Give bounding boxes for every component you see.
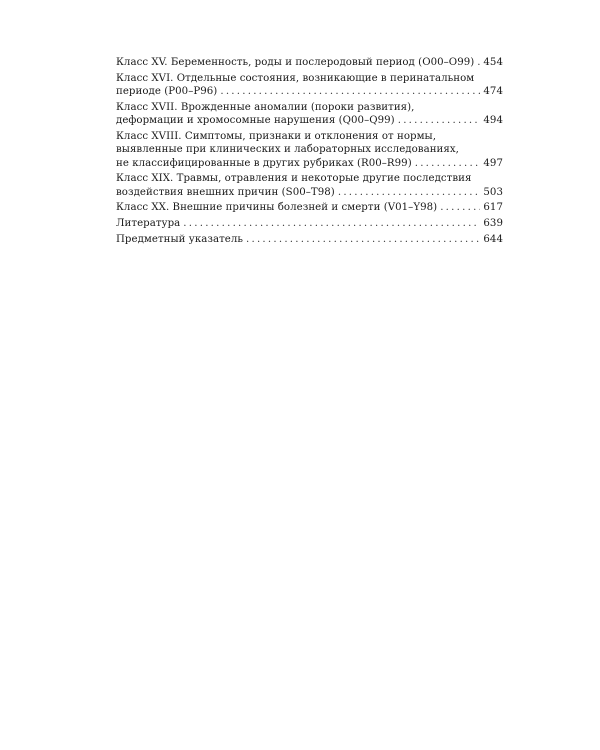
toc-entry-title: воздействия внешних причин (S00–T98)	[116, 186, 335, 198]
toc-entry-page: 639	[483, 218, 503, 230]
toc-entry-page: 644	[483, 234, 503, 246]
toc-entry-title: Класс XVI. Отдельные состояния, возникающие в перинатальном	[116, 72, 475, 84]
toc-entry-title: Класс XVII. Врожденные аномалии (пороки развития),	[116, 101, 415, 113]
dot-leader	[220, 85, 480, 98]
toc-entry-line	[116, 114, 503, 127]
toc-entry-title: деформации и хромосомные нарушения (Q00–Q99)	[116, 115, 395, 127]
toc-entry[interactable]	[116, 217, 503, 230]
dot-leader	[440, 201, 480, 214]
toc-entry-title: Класс XVIII. Симптомы, признаки и отклонения от нормы,	[116, 130, 436, 142]
toc-entry-line	[116, 217, 503, 230]
dot-leader	[183, 217, 480, 230]
toc-entry[interactable]	[116, 56, 503, 69]
toc-entry-title: Литература	[116, 218, 181, 230]
toc-entry-page: 617	[483, 202, 503, 214]
table-of-contents	[116, 56, 503, 249]
dot-leader	[477, 56, 480, 69]
toc-entry-line	[116, 186, 503, 199]
toc-entry[interactable]	[116, 130, 503, 170]
toc-entry-title: Класс XX. Внешние причины болезней и смерти (V01–Y98)	[116, 202, 438, 214]
toc-entry-line	[116, 157, 503, 170]
dot-leader	[246, 233, 480, 246]
toc-entry-page: 454	[483, 57, 503, 68]
toc-entry-title: не классифицированные в других рубриках (R00–R99)	[116, 157, 412, 169]
toc-entry[interactable]	[116, 172, 503, 199]
toc-entry[interactable]	[116, 101, 503, 128]
toc-entry-line	[116, 85, 503, 98]
toc-entry-title: Предметный указатель	[116, 234, 243, 246]
toc-entry-title: Класс XIX. Травмы, отравления и некоторые другие последствия	[116, 173, 472, 185]
toc-entry-line	[116, 233, 503, 246]
toc-entry-line	[116, 56, 503, 69]
toc-entry[interactable]	[116, 233, 503, 246]
toc-entry-title: выявленные при клинических и лабораторных исследованиях,	[116, 144, 459, 156]
toc-entry[interactable]	[116, 201, 503, 214]
toc-entry-line	[116, 201, 503, 214]
toc-entry-title: периоде (P00–P96)	[116, 86, 218, 98]
dot-leader	[398, 114, 481, 127]
toc-entry-page: 474	[483, 86, 503, 98]
toc-entry-title: Класс XV. Беременность, роды и послеродовый период (O00–O99)	[116, 57, 475, 68]
dot-leader	[338, 186, 481, 199]
toc-entry-page: 494	[483, 115, 503, 127]
toc-entry-page: 503	[483, 186, 503, 198]
toc-entry-page: 497	[483, 157, 503, 169]
toc-entry[interactable]	[116, 72, 503, 99]
dot-leader	[415, 157, 481, 170]
